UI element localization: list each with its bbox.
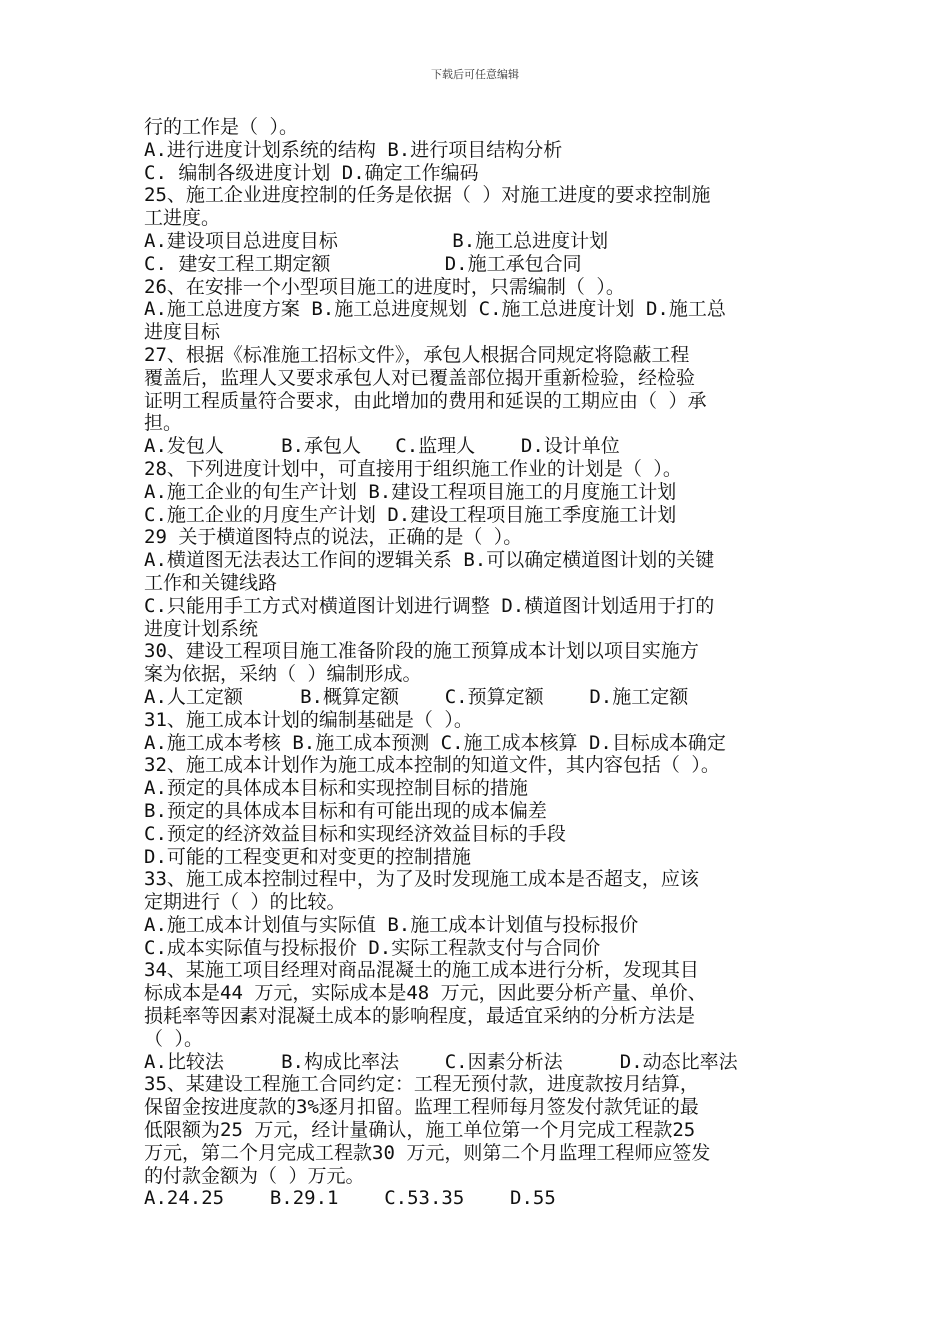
text-line: 32、施工成本计划作为施工成本控制的知道文件，其内容包括（ ）。 <box>144 754 720 777</box>
text-line: 35、某建设工程施工合同约定：工程无预付款，进度款按月结算， <box>144 1073 699 1096</box>
text-line: 33、施工成本控制过程中，为了及时发现施工成本是否超支，应该 <box>144 868 699 891</box>
text-line: A.施工企业的旬生产计划 B.建设工程项目施工的月度施工计划 <box>144 480 677 503</box>
text-line: 28、下列进度计划中，可直接用于组织施工作业的计划是（ ）。 <box>144 457 682 480</box>
text-line: 26、在安排一个小型项目施工的进度时，只需编制（ ）。 <box>144 275 625 298</box>
text-line: A.发包人 B.承包人 C.监理人 D.设计单位 <box>144 435 620 458</box>
text-line: 31、施工成本计划的编制基础是（ ）。 <box>144 708 473 731</box>
text-line: B.预定的具体成本目标和有可能出现的成本偏差 <box>144 799 547 822</box>
text-line: 30、建设工程项目施工准备阶段的施工预算成本计划以项目实施方 <box>144 640 699 663</box>
text-line: 担。 <box>144 412 183 435</box>
page-header-note: 下载后可任意编辑 <box>431 68 519 81</box>
text-line: 标成本是44 万元，实际成本是48 万元，因此要分析产量、单价、 <box>144 982 707 1005</box>
text-line: A.预定的具体成本目标和实现控制目标的措施 <box>144 777 528 800</box>
text-line: C. 建安工程工期定额 D.施工承包合同 <box>144 252 582 275</box>
text-line: A.进行进度计划系统的结构 B.进行项目结构分析 <box>144 138 563 161</box>
text-line: A.横道图无法表达工作间的逻辑关系 B.可以确定横道图计划的关键 <box>144 549 715 572</box>
text-line: 27、根据《标准施工招标文件》，承包人根据合同规定将隐蔽工程 <box>144 343 690 366</box>
document-body <box>144 116 810 1210</box>
text-line: （ ）。 <box>144 1027 203 1050</box>
text-line: 工作和关键线路 <box>144 571 278 594</box>
text-line: 证明工程质量符合要求，由此增加的费用和延误的工期应由（ ）承 <box>144 389 707 412</box>
text-line: 案为依据，采纳（ ）编制形成。 <box>144 663 422 686</box>
text-line: 进度目标 <box>144 321 221 344</box>
text-line: 29 关于横道图特点的说法，正确的是（ ）。 <box>144 526 523 549</box>
text-line: A.施工成本计划值与实际值 B.施工成本计划值与投标报价 <box>144 913 639 936</box>
text-line: 保留金按进度款的3%逐月扣留。监理工程师每月签发付款凭证的最 <box>144 1096 699 1119</box>
text-line: 25、施工企业进度控制的任务是依据（ ）对施工进度的要求控制施 <box>144 184 711 207</box>
text-line: 的付款金额为（ ）万元。 <box>144 1164 365 1187</box>
text-line: 覆盖后，监理人又要求承包人对已覆盖部位揭开重新检验，经检验 <box>144 366 696 389</box>
text-line: A.人工定额 B.概算定额 C.预算定额 D.施工定额 <box>144 685 689 708</box>
text-line: 低限额为25 万元，经计量确认，施工单位第一个月完成工程款25 <box>144 1119 696 1142</box>
text-line: C. 编制各级进度计划 D.确定工作编码 <box>144 161 479 184</box>
text-line: C.成本实际值与投标报价 D.实际工程款支付与合同价 <box>144 936 601 959</box>
text-line: A.施工成本考核 B.施工成本预测 C.施工成本核算 D.目标成本确定 <box>144 731 726 754</box>
text-line: A.施工总进度方案 B.施工总进度规划 C.施工总进度计划 D.施工总 <box>144 298 726 321</box>
text-line: 行的工作是（ ）。 <box>144 116 298 138</box>
text-line: 进度计划系统 <box>144 617 259 640</box>
text-line: 34、某施工项目经理对商品混凝土的施工成本进行分析，发现其目 <box>144 959 699 982</box>
text-line: 工进度。 <box>144 207 221 230</box>
text-line: 万元，第二个月完成工程款30 万元，则第二个月监理工程师应签发 <box>144 1141 711 1164</box>
text-line: 损耗率等因素对混凝土成本的影响程度，最适宜采纳的分析方法是 <box>144 1005 696 1028</box>
text-line: A.24.25 B.29.1 C.53.35 D.55 <box>144 1187 556 1210</box>
text-line: 定期进行（ ）的比较。 <box>144 891 346 914</box>
text-line: C.预定的经济效益目标和实现经济效益目标的手段 <box>144 822 566 845</box>
text-line: C.施工企业的月度生产计划 D.建设工程项目施工季度施工计划 <box>144 503 677 526</box>
text-line: D.可能的工程变更和对变更的控制措施 <box>144 845 471 868</box>
text-line: A.比较法 B.构成比率法 C.因素分析法 D.动态比率法 <box>144 1050 738 1073</box>
text-line: A.建设项目总进度目标 B.施工总进度计划 <box>144 229 609 252</box>
text-line: C.只能用手工方式对横道图计划进行调整 D.横道图计划适用于打的 <box>144 594 715 617</box>
